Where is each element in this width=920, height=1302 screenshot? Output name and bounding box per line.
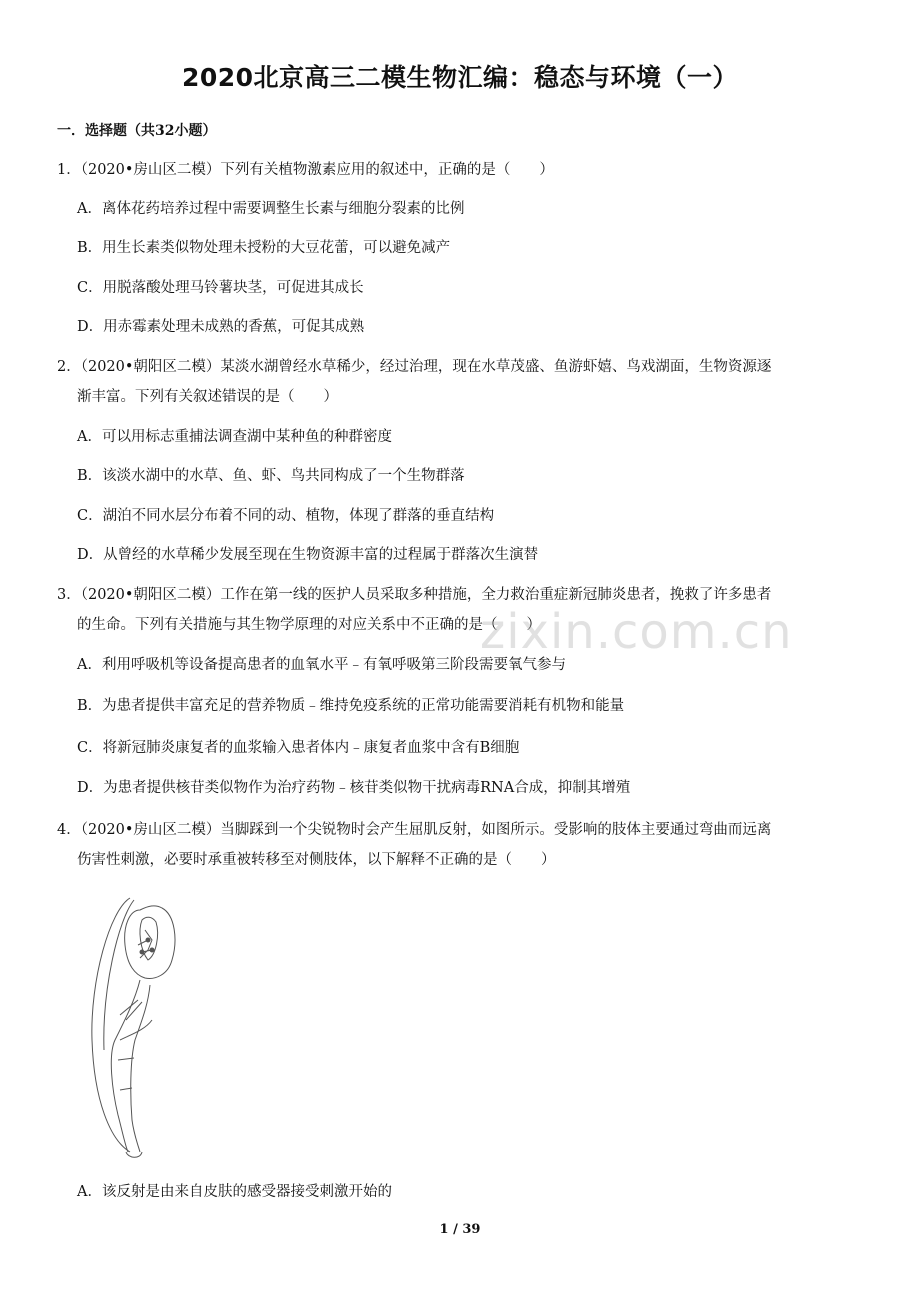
question-2-stem: 2．（2020•朝阳区二模）某淡水湖曾经水草稀少，经过治理，现在水草茂盛、鱼游虾嬉、鸟戏湖面，生物资源逐 <box>57 359 772 375</box>
question-3-stem-cont: 的生命。下列有关措施与其生物学原理的对应关系中不正确的是（ ） <box>77 617 541 633</box>
question-3-option-d: D．为患者提供核苷类似物作为治疗药物﹣核苷类似物干扰病毒RNA合成，抑制其增殖 <box>77 780 631 796</box>
question-3-option-a: A．利用呼吸机等设备提高患者的血氧水平﹣有氧呼吸第三阶段需要氧气参与 <box>77 657 566 673</box>
question-1-option-a: A．离体花药培养过程中需要调整生长素与细胞分裂素的比例 <box>77 201 465 217</box>
question-1-option-c: C．用脱落酸处理马铃薯块茎，可促进其成长 <box>77 280 364 296</box>
section-heading: 一．选择题（共32小题） <box>57 123 217 139</box>
page-title: 2020北京高三二模生物汇编：稳态与环境（一） <box>181 63 739 92</box>
question-1-option-b: B．用生长素类似物处理未授粉的大豆花蕾，可以避免减产 <box>77 240 451 256</box>
question-4-stem-cont: 伤害性刺激，必要时承重被转移至对侧肢体，以下解释不正确的是（ ） <box>77 852 556 868</box>
watermark: zixin.com.cn <box>480 604 793 660</box>
question-1-option-d: D．用赤霉素处理未成熟的香蕉，可促其成熟 <box>77 319 365 335</box>
question-1-stem: 1．（2020•房山区二模）下列有关植物激素应用的叙述中，正确的是（ ） <box>57 162 554 178</box>
question-2-option-d: D．从曾经的水草稀少发展至现在生物资源丰富的过程属于群落次生演替 <box>77 547 539 563</box>
question-2-option-a: A．可以用标志重捕法调查湖中某种鱼的种群密度 <box>77 429 392 445</box>
question-2-option-b: B．该淡水湖中的水草、鱼、虾、鸟共同构成了一个生物群落 <box>77 468 465 484</box>
question-3-option-b: B．为患者提供丰富充足的营养物质﹣维持免疫系统的正常功能需要消耗有机物和能量 <box>77 698 625 714</box>
question-4-stem: 4．（2020•房山区二模）当脚踩到一个尖锐物时会产生屈肌反射，如图所示。受影响的肢体主要通过弯曲而远离 <box>57 822 772 838</box>
page-number: 1 / 39 <box>439 1222 481 1237</box>
question-3-stem: 3．（2020•朝阳区二模）工作在第一线的医护人员采取多种措施，全力救治重症新冠肺炎患者，挽救了许多患者 <box>57 587 772 603</box>
reflex-arc-figure <box>90 890 220 1160</box>
question-2-option-c: C．湖泊不同水层分布着不同的动、植物，体现了群落的垂直结构 <box>77 508 495 524</box>
question-2-stem-cont: 渐丰富。下列有关叙述错误的是（ ） <box>77 389 338 405</box>
question-3-option-c: C．将新冠肺炎康复者的血浆输入患者体内﹣康复者血浆中含有B细胞 <box>77 740 520 756</box>
question-4-option-a: A．该反射是由来自皮肤的感受器接受刺激开始的 <box>77 1184 392 1200</box>
